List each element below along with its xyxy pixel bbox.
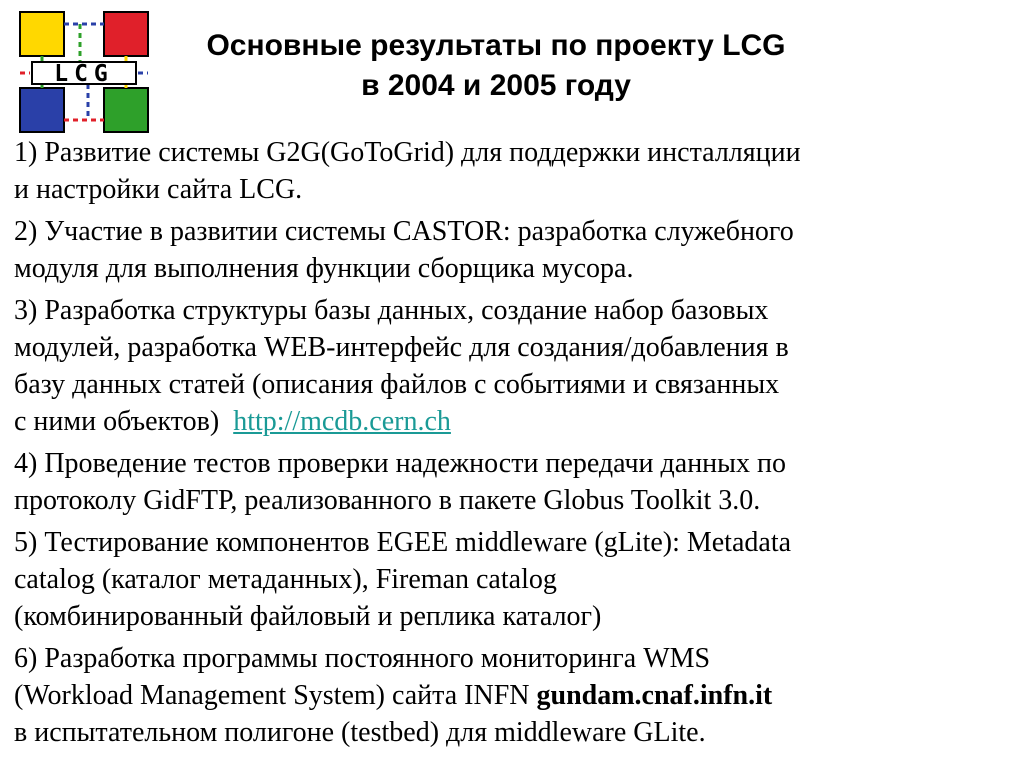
item-3-line-4 <box>14 403 1014 440</box>
logo-square-green <box>104 88 148 132</box>
item-3-line-2: модулей, разработка WEB-интерфейс для создания/добавления в <box>14 332 789 363</box>
item-6-line-2 <box>14 677 1014 714</box>
results-list <box>14 134 1014 756</box>
list-item <box>14 213 1014 287</box>
logo-text: LCG <box>54 61 114 87</box>
item-6-line-1: 6) Разработка программы постоянного мониторинга WMS <box>14 643 711 674</box>
list-item <box>14 524 1014 635</box>
item-6-line-2-text: (Workload Management System) сайта INFN <box>14 680 537 711</box>
logo-square-blue <box>20 88 64 132</box>
mcdb-link[interactable]: http://mcdb.cern.ch <box>233 406 451 437</box>
item-3-line-4-text: с ними объектов) <box>14 406 234 437</box>
item-1-line-2: и настройки сайта LCG. <box>14 174 303 205</box>
item-1-line-1: 1) Развитие системы G2G(GoToGrid) для поддержки инсталляции <box>14 137 801 168</box>
item-5-line-1: 5) Тестирование компонентов EGEE middleware (gLite): Metadata <box>14 527 792 558</box>
list-item <box>14 292 1014 440</box>
list-item <box>14 640 1014 751</box>
gundam-host: gundam.cnaf.infn.it <box>536 680 773 711</box>
slide-title <box>196 26 796 106</box>
item-2-line-2: модуля для выполнения функции сборщика мусора. <box>14 253 634 284</box>
item-3-line-1: 3) Разработка структуры базы данных, создание набор базовых <box>14 295 769 326</box>
logo-square-yellow <box>20 12 64 56</box>
item-6-line-3: в испытательном полигоне (testbed) для middleware GLite. <box>14 717 706 748</box>
title-line-2: в 2004 и 2005 году <box>361 69 631 102</box>
title-line-1: Основные результаты по проекту LCG <box>206 29 786 62</box>
item-2-line-1: 2) Участие в развитии системы CASTOR: разработка служебного <box>14 216 794 247</box>
list-item <box>14 134 1014 208</box>
lcg-logo <box>16 10 152 134</box>
item-4-line-1: 4) Проведение тестов проверки надежности передачи данных по <box>14 448 786 479</box>
item-5-line-3: (комбинированный файловый и реплика каталог) <box>14 601 602 632</box>
item-5-line-2: catalog (каталог метаданных), Fireman catalog <box>14 564 557 595</box>
item-4-line-2: протоколу GidFTP, реализованного в пакете Globus Toolkit 3.0. <box>14 485 761 516</box>
logo-square-red <box>104 12 148 56</box>
list-item <box>14 445 1014 519</box>
item-3-line-3: базу данных статей (описания файлов с событиями и связанных <box>14 369 780 400</box>
